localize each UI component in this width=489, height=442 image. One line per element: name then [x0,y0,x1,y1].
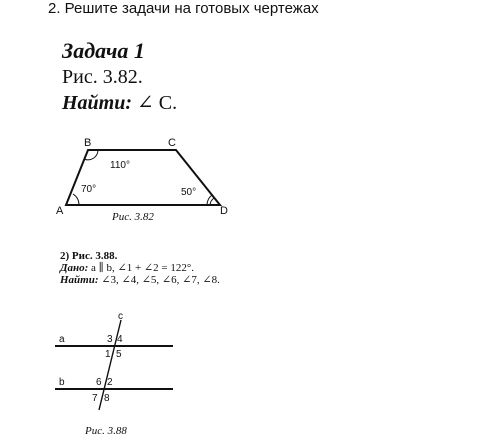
parallel-lines-figure [55,310,225,435]
line-a-label: a [59,334,65,345]
angle-3-label: 3 [107,334,113,345]
assignment-heading: 2. Решите задачи на готовых чертежах [48,0,319,17]
trapezoid-figure [48,128,248,228]
line-b-label: b [59,377,65,388]
task1-find-value: ∠ C. [137,92,178,114]
task1-find-label: Найти: [62,92,133,114]
angle-6-label: 6 [96,377,102,388]
angle-d-value: 50° [181,187,197,198]
trapezoid-shape [66,150,220,205]
angle-1-label: 1 [105,349,111,360]
figure2-caption: Рис. 3.88 [85,425,127,435]
task2-find-label: Найти: [60,274,99,286]
task2-block [60,250,220,286]
vertex-c-label: C [168,137,176,149]
figure1-caption: Рис. 3.82 [112,211,154,223]
angle-8-label: 8 [104,393,110,404]
line-c-label: c [118,311,123,322]
task2-find-line [60,274,220,286]
task2-given-label: Дано: [60,262,89,274]
angle-a-value: 70° [81,184,97,195]
angle-4-label: 4 [117,334,123,345]
task1-find-line [62,90,177,116]
angle-a-arc [73,194,79,205]
angle-7-label: 7 [92,393,98,404]
vertex-a-label: A [56,205,64,217]
task2-given-value: a ∥ b, ∠1 + ∠2 = 122°. [91,262,194,274]
angle-d-arc [207,195,212,205]
task1-title: Задача 1 [62,38,145,63]
angle-d-arc-inner [210,198,214,205]
task2-figure-ref: 2) Рис. 3.88. [60,250,118,262]
angle-b-value: 110° [110,160,130,171]
angle-5-label: 5 [116,349,122,360]
vertex-d-label: D [220,205,228,217]
task2-given-line [60,262,220,274]
vertex-b-label: B [84,137,92,149]
task1-figure-ref: Рис. 3.82. [62,66,143,88]
angle-2-label: 2 [107,377,113,388]
task2-find-value: ∠3, ∠4, ∠5, ∠6, ∠7, ∠8. [101,274,220,286]
task1-block [62,38,177,116]
